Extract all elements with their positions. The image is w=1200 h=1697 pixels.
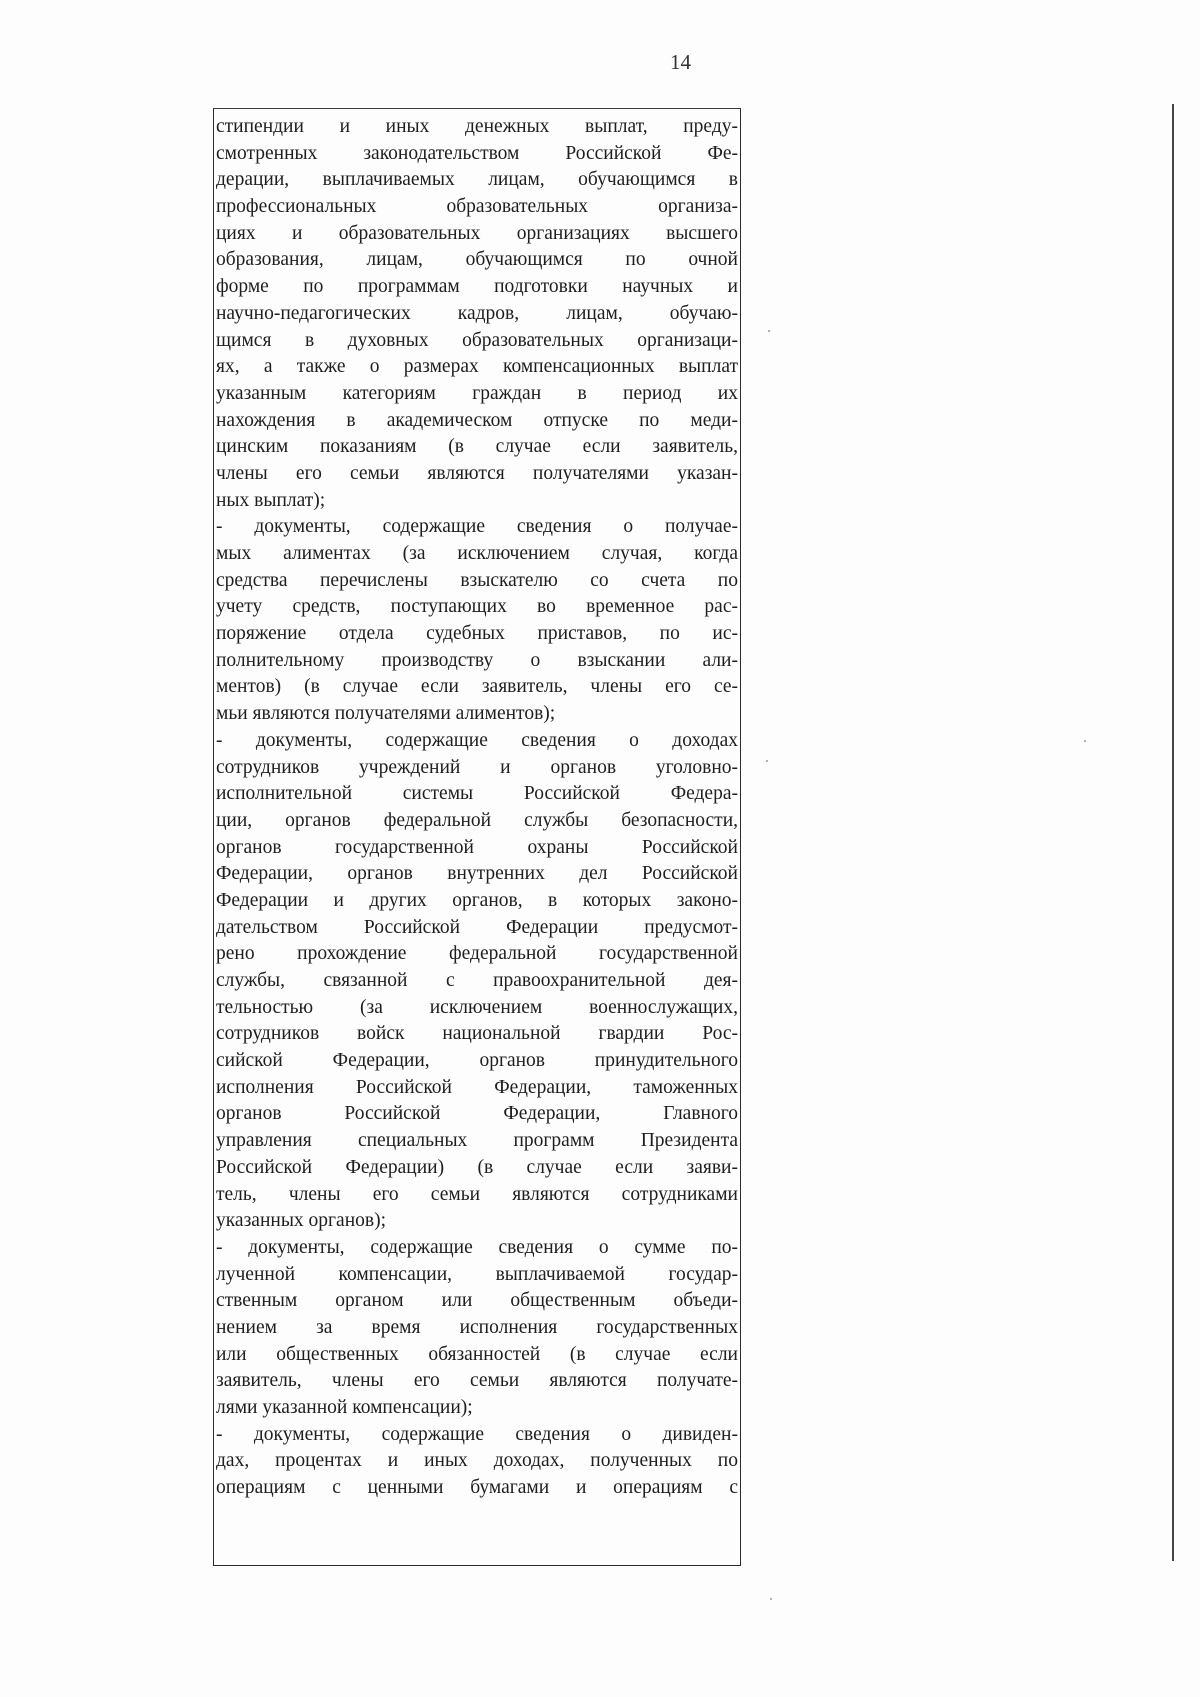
body-line: смотренных законодательством Российской Фе- [216,142,738,164]
body-line: образования, лицам, обучающимся по очной [216,249,738,271]
body-line: форме по программам подготовки научных и [216,276,738,298]
body-line: сотрудников войск национальной гвардии Рос- [216,1023,738,1045]
body-line: дах, процентах и иных доходах, полученных по [216,1450,738,1472]
body-line: тель, члены его семьи являются сотрудниками [216,1183,738,1205]
document-text-column [213,108,741,1566]
body-line: средства перечислены взыскателю со счета по [216,569,738,591]
body-line: - документы, содержащие сведения о дивиден- [216,1423,738,1445]
body-line: циях и образовательных организациях высшего [216,222,738,244]
body-line: мьи являются получателями алиментов); [216,703,556,725]
body-line: стипендии и иных денежных выплат, преду- [216,116,738,137]
body-line: ных выплат); [216,489,326,511]
body-line: операциям с ценными бумагами и операциям с [216,1477,738,1499]
body-line: научно-педагогических кадров, лицам, обучаю- [216,302,738,324]
body-line: указанным категориям граждан в период их [216,382,738,404]
body-line: полнительному производству о взыскании али- [216,649,738,671]
body-line: Федерации и других органов, в которых законо- [216,889,738,911]
body-line: - документы, содержащие сведения о сумме по- [216,1236,738,1258]
right-margin-rule [1172,104,1174,1561]
body-line: или общественных обязанностей (в случае если [216,1343,738,1365]
body-line: нением за время исполнения государственных [216,1316,738,1338]
body-line: исполнения Российской Федерации, таможенных [216,1076,738,1098]
body-line: поряжение отдела судебных приставов, по ис- [216,623,738,645]
body-line: профессиональных образовательных организа- [216,196,738,218]
scan-speck [768,330,770,332]
body-line: ственным органом или общественным объеди- [216,1290,738,1312]
body-line: щимся в духовных образовательных организаци- [216,329,738,351]
body-line: заявитель, члены его семьи являются получате- [216,1370,738,1392]
scan-speck [1084,740,1086,742]
scan-speck [770,1598,772,1600]
body-line: службы, связанной с правоохранительной дея- [216,970,738,991]
body-line: управления специальных программ Президента [216,1130,738,1152]
body-line: рено прохождение федеральной государственной [216,943,738,965]
body-line: - документы, содержащие сведения о получае- [216,516,738,538]
body-line: исполнительной системы Российской Федера- [216,783,738,805]
body-line: дерации, выплачиваемых лицам, обучающимся в [216,169,738,191]
body-line: учету средств, поступающих во временное рас- [216,596,738,618]
body-line: сотрудников учреждений и органов уголовно- [216,756,738,778]
body-line: Федерации, органов внутренних дел Российской [216,863,738,885]
body-line: тельностью (за исключением военнослужащих, [216,996,738,1018]
body-line: члены его семьи являются получателями указан- [216,462,738,484]
scan-speck [766,760,768,762]
body-line: ции, органов федеральной службы безопасности, [216,809,738,831]
body-line: сийской Федерации, органов принудительного [216,1050,738,1072]
body-line: - документы, содержащие сведения о доходах [216,729,738,751]
body-line: лученной компенсации, выплачиваемой государ- [216,1263,738,1285]
body-line: ментов) (в случае если заявитель, члены его се- [216,676,738,698]
body-line: указанных органов); [216,1210,386,1232]
body-line: органов государственной охраны Российской [216,836,738,858]
body-line: Российской Федерации) (в случае если заяви- [216,1156,738,1178]
page-number: 14 [670,50,691,74]
body-line: цинским показаниям (в случае если заявитель, [216,436,738,458]
body-line: мых алиментах (за исключением случая, когда [216,543,738,564]
body-line: ях, а также о размерах компенсационных выплат [216,356,738,378]
body-line: дательством Российской Федерации предусмот- [216,916,738,938]
body-line: нахождения в академическом отпуске по меди- [216,409,738,431]
body-line: органов Российской Федерации, Главного [216,1103,738,1125]
body-line: лями указанной компенсации); [216,1397,473,1418]
